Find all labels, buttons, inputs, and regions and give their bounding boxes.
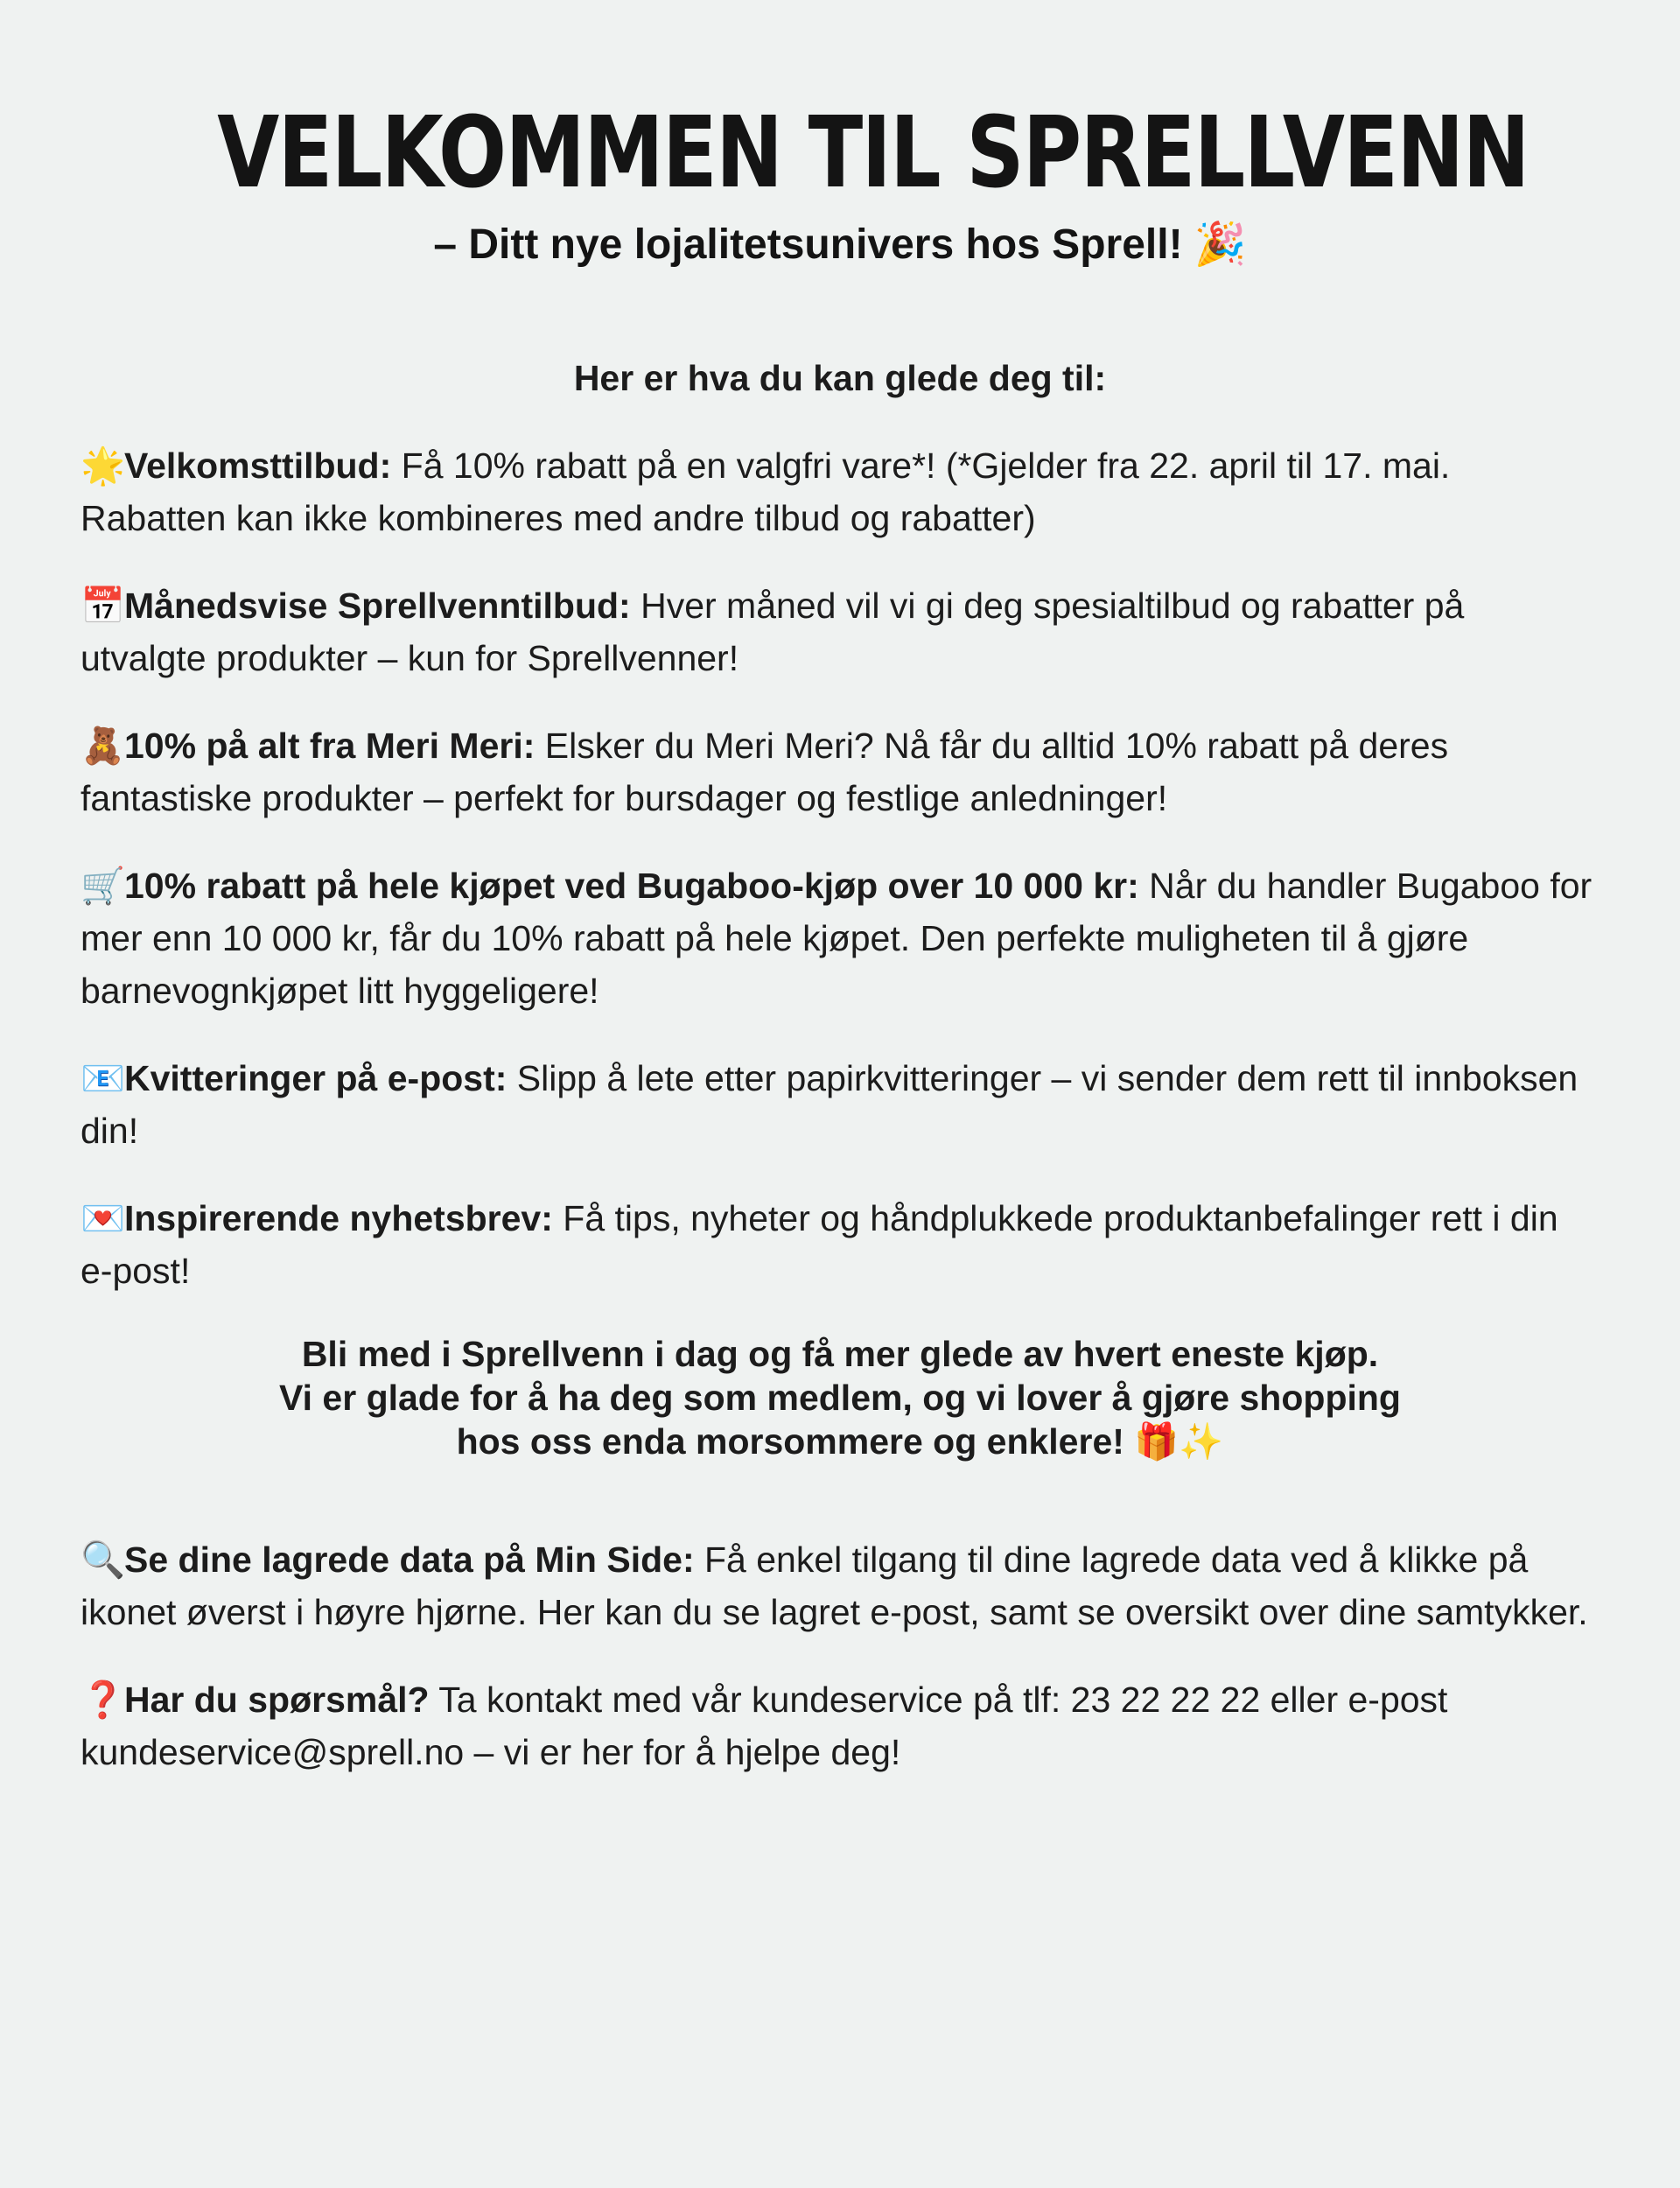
feature-monthly-offers	[80, 579, 1600, 684]
feature-email-receipts	[80, 1052, 1600, 1157]
info-my-page	[80, 1533, 1600, 1638]
feature-text: Få 10% rabatt på en valgfri vare*! (*Gjelder fra 22. april til 17. mai. Rabatten kan ikke kombineres med andre tilbud og rabatter)	[80, 445, 1451, 538]
feature-text: Elsker du Meri Meri? Nå får du alltid 10% rabatt på deres fantastiske produkter – perfekt for bursdager og festlige anledninger!	[80, 726, 1449, 818]
welcome-content	[80, 88, 1600, 1778]
cta-line-3: hos oss enda morsommere og enklere! 🎁✨	[456, 1421, 1224, 1462]
feature-text: Når du handler Bugaboo for mer enn 10 000 kr, får du 10% rabatt på hele kjøpet. Den perfekte muligheten til å gjøre barnevognkjøpet litt hyggeligere!	[80, 866, 1592, 1011]
question-mark-icon: ❓	[80, 1679, 126, 1721]
feature-welcome-offer	[80, 439, 1600, 544]
magnifier-icon: 🔍	[80, 1539, 126, 1581]
feature-label: Kvitteringer på e-post:	[124, 1058, 508, 1098]
page-title: VELKOMMEN TIL SPRELLVENN	[217, 96, 1529, 210]
feature-meri-meri	[80, 719, 1600, 824]
feature-text: Slipp å lete etter papirkvitteringer – vi sender dem rett til innboksen din!	[80, 1058, 1578, 1151]
feature-text: Få tips, nyheter og håndplukkede produktanbefalinger rett i din e-post!	[80, 1198, 1558, 1291]
email-icon: 📧	[80, 1057, 126, 1099]
benefits-intro: Her er hva du kan glede deg til:	[573, 358, 1107, 398]
glowing-star-icon: 🌟	[80, 445, 126, 487]
love-letter-icon: 💌	[80, 1197, 126, 1239]
feature-newsletter	[80, 1192, 1600, 1297]
cta-line-1: Bli med i Sprellvenn i dag og få mer glede av hvert eneste kjøp.	[301, 1334, 1379, 1374]
calendar-icon: 📅	[80, 585, 126, 627]
shopping-cart-icon: 🛒	[80, 865, 126, 907]
feature-label: 10% på alt fra Meri Meri:	[124, 726, 536, 766]
feature-text: Hver måned vil vi gi deg spesialtilbud og rabatter på utvalgte produkter – kun for Sprellvenner!	[80, 586, 1465, 678]
info-contact	[80, 1673, 1600, 1778]
info-label: Se dine lagrede data på Min Side:	[124, 1539, 695, 1580]
feature-label: Inspirerende nyhetsbrev:	[124, 1198, 553, 1238]
feature-bugaboo	[80, 859, 1600, 1017]
feature-label: Månedsvise Sprellvenntilbud:	[124, 586, 631, 626]
page-subtitle: – Ditt nye lojalitetsunivers hos Sprell! 🎉	[433, 221, 1247, 268]
teddy-bear-icon: 🧸	[80, 725, 126, 767]
cta-line-2: Vi er glade for å ha deg som medlem, og vi lover å gjøre shopping	[279, 1378, 1401, 1418]
info-text: Få enkel tilgang til dine lagrede data ved å klikke på ikonet øverst i høyre hjørne. Her kan du se lagret e-post, samt se oversikt over dine samtykker.	[80, 1539, 1588, 1632]
feature-label: Velkomsttilbud:	[124, 445, 392, 486]
feature-label: 10% rabatt på hele kjøpet ved Bugaboo-kjøp over 10 000 kr:	[124, 866, 1139, 906]
join-call-to-action	[80, 1332, 1600, 1463]
info-label: Har du spørsmål?	[124, 1680, 430, 1720]
info-text: Ta kontakt med vår kundeservice på tlf: 23 22 22 22 eller e-post kundeservice@sprell.no – vi er her for å hjelpe deg!	[80, 1680, 1448, 1772]
